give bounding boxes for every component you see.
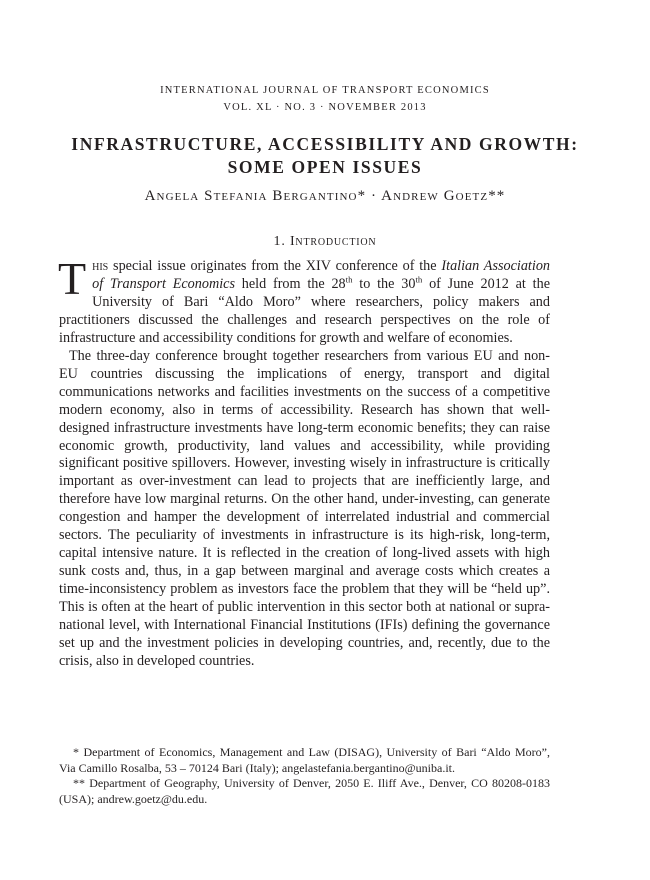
section-heading — [0, 234, 650, 250]
body-text — [58, 253, 551, 671]
paragraph-1 — [58, 253, 551, 348]
ordinal-suffix-1: th — [345, 274, 353, 285]
author-2-footnote-mark[interactable]: ** — [488, 188, 506, 204]
drop-cap: T — [58, 253, 87, 304]
footnote-2: ** Department of Geography, University of Denver, 2050 E. Iliff Ave., Denver, CO 80208-0183 (USA); andrew.goetz@du.edu. — [59, 776, 550, 806]
paragraph-1-text-b: held from the 28 — [234, 275, 346, 292]
footnote-1: * Department of Economics, Management and Law (DISAG), University of Bari “Aldo Moro”, Via Camillo Rosalba, 53 – 70124 Bari (Italy); angelastefania.bergantino@uniba.it. — [59, 745, 550, 775]
article-title-line-2: SOME OPEN ISSUES — [227, 157, 423, 177]
section-number: 1. — [273, 234, 286, 249]
section-title: Introduction — [289, 234, 377, 249]
author-2: Andrew Goetz — [381, 188, 489, 204]
paragraph-1-text-c: to the 30 — [352, 275, 416, 292]
paragraph-2: The three-day conference brought together researchers from various EU and non-EU countries discussing the implications of energy, transport and digital communications networks and facilities investments on the success of a competitive modern economy, also in terms of accessibility. Research has shown that well-designed infrastructure investments have long-term economic benefits; they can raise economic growth, productivity, land values and accessibility, while providing significant positive spillovers. However, investing wisely in infrastructure is critically important as over-investment can lead to projects that are inefficiently large, and therefore have low marginal returns. On the other hand, under-investing, can generate congestion and hamper the development of interrelated industrial and commercial sectors. The peculiarity of investments in infrastructure is its high-risk, long-term, capital intensive nature. It is reflected in the creation of long-lived assets with high sunk costs and, thus, in a gap between marginal and average costs which creates a time-inconsistency problem as investors face the problem that they will be “held up”. This is often at the heart of public intervention in this sector both at national or supra-national level, with International Financial Institutions (IFIs) defining the governance set up and the investment policies in developing countries, and, recently, due to the crisis, also in developed countries. — [59, 347, 550, 669]
paragraph-1-text-d: of June 2012 at the University of Bari “Aldo Moro” where researchers, policy makers and practitioners discussed the challenges and research perspectives on the role of infrastructure and accessibility conditions for growth and welfare of economies. — [59, 275, 550, 346]
author-separator: · — [366, 188, 382, 204]
article-title-line-1: INFRASTRUCTURE, ACCESSIBILITY AND GROWTH: — [71, 134, 579, 154]
ordinal-suffix-2: th — [415, 274, 423, 285]
journal-issue: VOL. XL · NO. 3 · NOVEMBER 2013 — [223, 102, 427, 113]
paragraph-1-text-a: special issue originates from the XIV conference of the — [108, 258, 442, 274]
journal-name: INTERNATIONAL JOURNAL OF TRANSPORT ECONOMICS — [160, 85, 490, 96]
author-1: Angela Stefania Bergantino — [144, 188, 358, 204]
lead-in-smallcaps: his — [92, 258, 109, 274]
association-name: Italian Association of Transport Economics — [92, 258, 551, 292]
author-1-footnote-mark[interactable]: * — [357, 188, 367, 204]
footnotes — [59, 745, 550, 807]
author-line — [0, 188, 650, 205]
